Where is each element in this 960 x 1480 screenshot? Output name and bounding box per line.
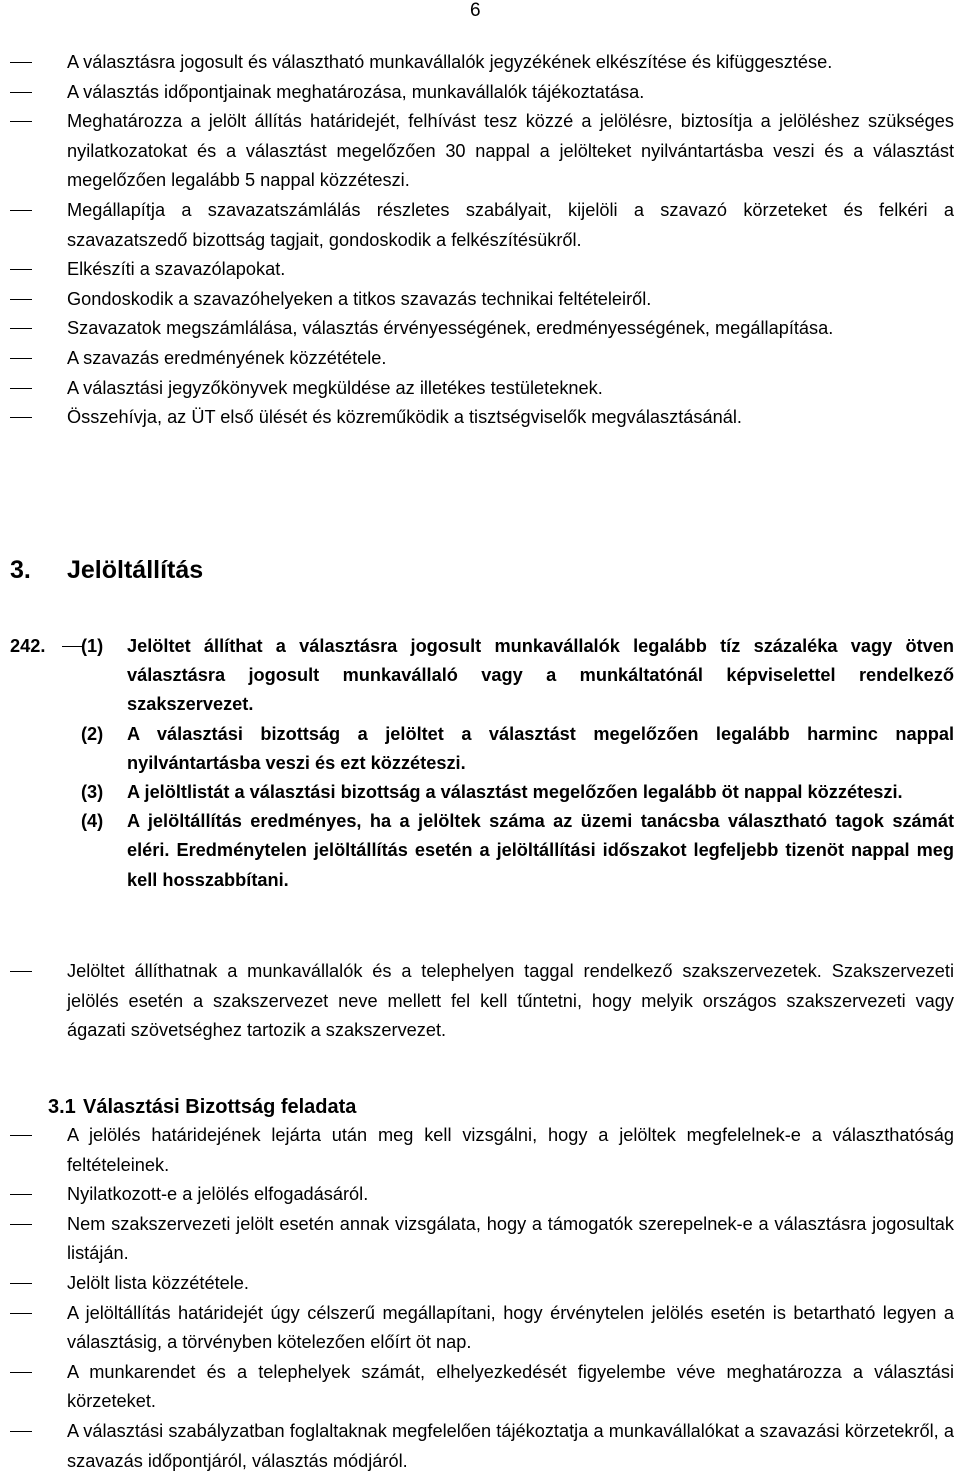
dash-bullet <box>10 328 32 329</box>
section-number: 3. <box>10 556 31 584</box>
subsection-number: 3.1 <box>48 1096 76 1118</box>
paragraph-number: (3) <box>81 782 104 803</box>
dash-bullet <box>10 269 32 270</box>
law-paragraph <box>10 807 954 895</box>
dash-bullet <box>10 1135 32 1136</box>
dash-bullet <box>10 121 32 122</box>
list-item: Nem szakszervezeti jelölt esetén annak vizsgálata, hogy a támogatók szerepelnek-e a választásra jogosultak listáján. <box>10 1210 954 1269</box>
dash-bullet <box>10 1224 32 1225</box>
law-article <box>10 632 954 895</box>
dash-bullet <box>10 1194 32 1195</box>
list-item: A szavazás eredményének közzététele. <box>10 344 954 374</box>
dash-bullet <box>10 417 32 418</box>
list-item: Elkészíti a szavazólapokat. <box>10 255 954 285</box>
list-item: Gondoskodik a szavazóhelyeken a titkos szavazás technikai feltételeiről. <box>10 285 954 315</box>
dash-bullet <box>10 1372 32 1373</box>
subsection-heading <box>48 1092 356 1122</box>
list-item: A jelöltállítás határidejét úgy célszerű megállapítani, hogy érvénytelen jelölés esetén is betartható legyen a választásig, a törvényben kötelezően előírt öt nap. <box>10 1299 954 1358</box>
committee-tasks-list <box>10 1121 954 1476</box>
list-item: A választási szabályzatban foglaltaknak megfelelően tájékoztatja a munkavállalókat a szavazási körzetekről, a szavazás időpontjáról, választás módjáról. <box>10 1417 954 1476</box>
list-item: A választási jegyzőkönyvek megküldése az illetékes testületeknek. <box>10 374 954 404</box>
dash-bullet <box>10 92 32 93</box>
election-committee-duties-list <box>10 48 954 433</box>
paragraph-number: (1) <box>81 636 104 656</box>
article-number: 242. <box>10 636 46 656</box>
nomination-note-list <box>10 957 954 1046</box>
dash-bullet <box>10 358 32 359</box>
list-item: Szavazatok megszámlálása, választás érvényességének, eredményességének, megállapítása. <box>10 314 954 344</box>
list-item: A választás időpontjainak meghatározása, munkavállalók tájékoztatása. <box>10 78 954 108</box>
dash-bullet <box>10 1431 32 1432</box>
section-heading <box>10 552 203 588</box>
list-item: A jelölés határidejének lejárta után meg kell vizsgálni, hogy a jelöltek megfelelnek-e a választhatóság feltételeinek. <box>10 1121 954 1180</box>
dash-bullet <box>10 388 32 389</box>
dash-bullet <box>10 1313 32 1314</box>
list-item: Nyilatkozott-e a jelölés elfogadásáról. <box>10 1180 954 1210</box>
list-item: Meghatározza a jelölt állítás határidejét, felhívást tesz közzé a jelölésre, biztosítja a jelöléshez szükséges nyilatkozatokat és a választást megelőzően 30 nappal a jelölteket nyilvántartásba veszi és a választást megelőzően legalább 5 nappal közzéteszi. <box>10 107 954 196</box>
list-item: Összehívja, az ÜT első ülését és közreműködik a tisztségviselők megválasztásánál. <box>10 403 954 433</box>
paragraph-text: Jelöltet állíthat a választásra jogosult munkavállalók legalább tíz százaléka vagy ötven választásra jogosult munkavállaló vagy a munkáltatónál képviselettel rendelkező szakszervezet. <box>127 636 954 715</box>
list-item: Megállapítja a szavazatszámlálás részletes szabályait, kijelöli a szavazó körzeteket és felkéri a szavazatszedő bizottság tagjait, gondoskodik a felkészítésükről. <box>10 196 954 255</box>
list-item: Jelölt lista közzététele. <box>10 1269 954 1299</box>
subsection-title: Választási Bizottság feladata <box>83 1096 357 1118</box>
list-item: A munkarendet és a telephelyek számát, elhelyezkedését figyelembe véve meghatározza a választási körzeteket. <box>10 1358 954 1417</box>
dash-bullet <box>10 62 32 63</box>
paragraph-text: A választási bizottság a jelöltet a választást megelőzően legalább harminc nappal nyilvántartásba veszi és ezt közzéteszi. <box>127 723 954 773</box>
paragraph-text: A jelöltlistát a választási bizottság a választást megelőzően legalább öt nappal közzéteszi. <box>127 782 903 803</box>
dash-bullet <box>10 210 32 211</box>
list-item: A választásra jogosult és választható munkavállalók jegyzékének elkészítése és kifüggesztése. <box>10 48 954 78</box>
paragraph-number: (4) <box>81 811 104 832</box>
law-paragraph <box>10 778 954 807</box>
page-number: 6 <box>470 0 481 21</box>
dash-bullet <box>10 1283 32 1284</box>
list-item: Jelöltet állíthatnak a munkavállalók és a telephelyen taggal rendelkező szakszervezetek. Szakszervezeti jelölés esetén a szakszervezet neve mellett fel kell tűntetni, hogy melyik országos szakszervezeti vagy ágazati szövetséghez tartozik a szakszervezet. <box>10 957 954 1046</box>
dash-bullet <box>10 299 32 300</box>
law-paragraph <box>10 720 954 778</box>
paragraph-number: (2) <box>81 723 104 744</box>
dash-bullet <box>10 971 32 972</box>
section-title: Jelöltállítás <box>67 556 204 584</box>
law-paragraph <box>10 632 954 720</box>
paragraph-text: A jelöltállítás eredményes, ha a jelöltek száma az üzemi tanácsba választható tagok számát eléri. Eredménytelen jelöltállítás esetén a jelöltállítási időszakot legfeljebb tizenöt nappal meg kell hosszabbítani. <box>127 811 954 890</box>
